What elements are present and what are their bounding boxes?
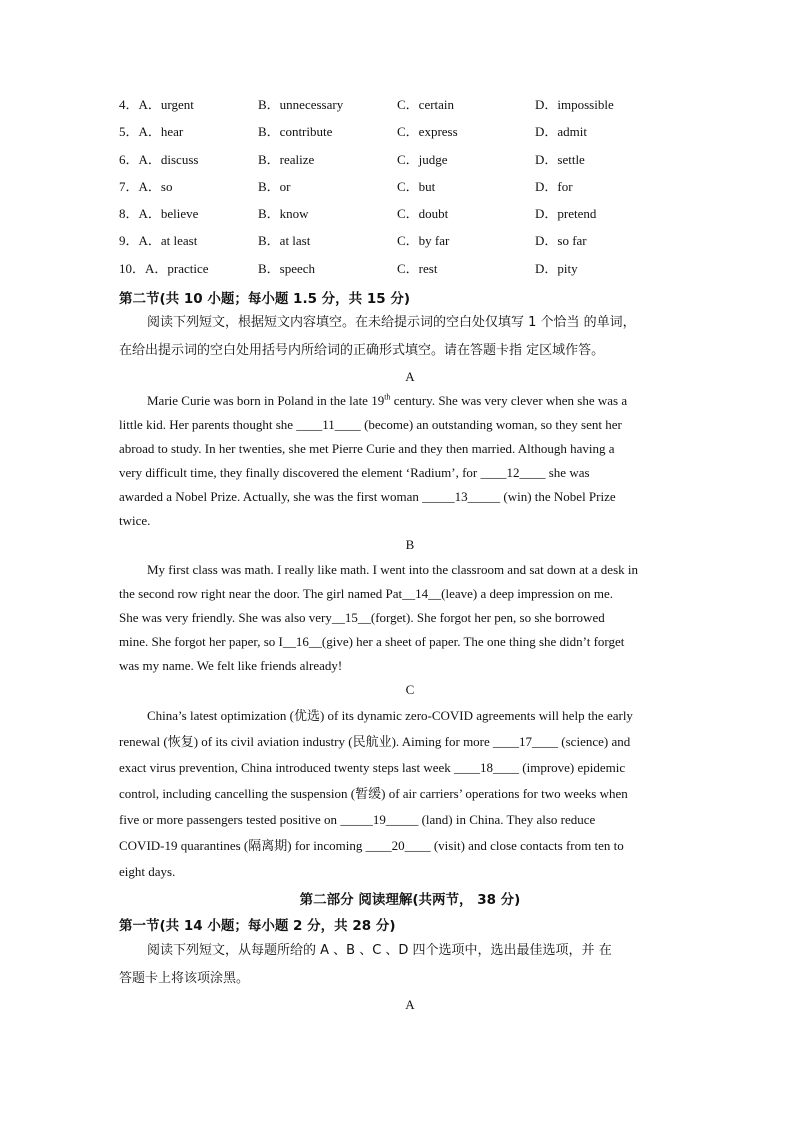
option-d: D．impossible	[535, 97, 614, 112]
text: renewal (恢复) of its civil aviation industry (民航业). Aiming for more	[119, 734, 494, 749]
blank-14[interactable]: __14__	[402, 586, 442, 601]
passage-letter-a: A	[405, 369, 415, 384]
passage-c	[119, 703, 671, 885]
blank-16[interactable]: __16__	[282, 634, 322, 649]
option-d: D．for	[535, 179, 573, 194]
text: exact virus prevention, China introduced twenty steps last week	[119, 760, 455, 775]
section-heading: 第一节(共 14 小题；每小题 2 分，共 28 分)	[119, 918, 396, 934]
text: (visit) and close contacts from ten to	[430, 838, 624, 853]
option-b: B．know	[258, 206, 309, 221]
blank-11[interactable]: ____11____	[296, 417, 361, 432]
passage-line: abroad to study. In her twenties, she met Pierre Curie and they then married. Although having a	[119, 441, 615, 456]
passage-line	[119, 606, 671, 630]
passage-a	[119, 389, 671, 533]
blank-13[interactable]: _____13_____	[422, 489, 501, 504]
option-c: C．judge	[397, 152, 448, 167]
text: mine. She forgot her paper, so I	[119, 634, 283, 649]
passage-line: control, including cancelling the suspension (暂缓) of air carriers’ operations for two weeks when	[119, 786, 628, 801]
passage-line	[119, 485, 671, 509]
text: little kid. Her parents thought she	[119, 417, 297, 432]
option-b: B．at last	[258, 233, 311, 248]
blank-12[interactable]: ____12____	[480, 465, 546, 480]
text: (leave) a deep impression on me.	[441, 586, 613, 601]
option-b: B．contribute	[258, 124, 333, 139]
text: COVID-19 quarantines (隔离期) for incoming	[119, 838, 366, 853]
option-a: 5．A．hear	[119, 124, 184, 139]
option-b: B．realize	[258, 152, 315, 167]
passage-line	[119, 807, 671, 833]
section-instructions	[119, 937, 671, 993]
passage-line: was my name. We felt like friends already!	[119, 658, 343, 673]
instruction-line: 阅读下列短文，根据短文内容填空。在未给提示词的空白处仅填写 1 个恰当 的单词，	[147, 315, 636, 330]
passage-line	[119, 729, 671, 755]
passage-line: eight days.	[119, 864, 176, 879]
text: (land) in China. They also reduce	[418, 812, 596, 827]
option-b: B．speech	[258, 261, 316, 276]
superscript: th	[384, 392, 391, 402]
option-a: 10．A．practice	[119, 261, 209, 276]
option-d: D．settle	[535, 152, 585, 167]
option-d: D．so far	[535, 233, 587, 248]
instruction-line: 答题卡上将该项涂黑。	[119, 971, 250, 986]
text: (science) and	[558, 734, 631, 749]
passage-line	[119, 582, 671, 606]
passage-line	[119, 389, 671, 413]
passage-line: twice.	[119, 513, 151, 528]
option-c: C．but	[397, 179, 436, 194]
text: She was very friendly. She was also very	[119, 610, 332, 625]
text: (give) her a sheet of paper. The one thing she didn’t forget	[321, 634, 625, 649]
text: the second row right near the door. The girl named Pat	[119, 586, 403, 601]
blank-15[interactable]: __15__	[331, 610, 371, 625]
passage-line	[119, 755, 671, 781]
text: (become) an outstanding woman, so they sent her	[360, 417, 622, 432]
option-c: C．by far	[397, 233, 450, 248]
option-d: D．pretend	[535, 206, 597, 221]
option-b: B．unnecessary	[258, 97, 344, 112]
passage-letter-c: C	[405, 682, 415, 697]
blank-17[interactable]: ____17____	[493, 734, 559, 749]
blank-18[interactable]: ____18____	[454, 760, 520, 775]
text: awarded a Nobel Prize. Actually, she was the first woman	[119, 489, 423, 504]
option-c: C．express	[397, 124, 458, 139]
blank-19[interactable]: _____19_____	[340, 812, 419, 827]
passage-line	[119, 413, 671, 437]
text: (win) the Nobel Prize	[500, 489, 616, 504]
text: (forget). She forgot her pen, so she borrowed	[370, 610, 605, 625]
option-a: 4．A．urgent	[119, 97, 194, 112]
passage-line	[119, 461, 671, 485]
text: very difficult time, they finally discovered the element ‘Radium’, for	[119, 465, 481, 480]
passage-b	[119, 558, 671, 678]
text: she was	[545, 465, 590, 480]
passage-letter-a: A	[405, 997, 415, 1012]
option-c: C．certain	[397, 97, 455, 112]
text: (improve) epidemic	[519, 760, 626, 775]
blank-20[interactable]: ____20____	[365, 838, 431, 853]
passage-line	[119, 630, 671, 654]
option-d: D．admit	[535, 124, 587, 139]
option-c: C．rest	[397, 261, 438, 276]
passage-line	[119, 833, 671, 859]
option-d: D．pity	[535, 261, 578, 276]
instruction-line: 在给出提示词的空白处用括号内所给词的正确形式填空。请在答题卡指 定区域作答。	[119, 343, 605, 358]
instruction-line: 阅读下列短文，从每题所给的 A 、B 、C 、D 四个选项中，选出最佳选项，并 在	[147, 943, 612, 958]
part-heading: 第二部分 阅读理解(共两节， 38 分)	[299, 892, 521, 908]
option-c: C．doubt	[397, 206, 449, 221]
text: century. She was very clever when she was a	[390, 393, 628, 408]
text: five or more passengers tested positive on	[119, 812, 341, 827]
section-heading: 第二节(共 10 小题；每小题 1.5 分，共 15 分)	[119, 291, 411, 307]
option-b: B．or	[258, 179, 291, 194]
option-a: 7．A．so	[119, 179, 173, 194]
option-a: 6．A．discuss	[119, 152, 199, 167]
passage-line: China’s latest optimization (优选) of its dynamic zero-COVID agreements will help the early	[147, 708, 633, 723]
passage-line: My first class was math. I really like math. I went into the classroom and sat down at a desk in	[147, 562, 638, 577]
passage-letter-b: B	[405, 537, 415, 552]
option-a: 8．A．believe	[119, 206, 199, 221]
section-instructions	[119, 309, 671, 365]
option-a: 9．A．at least	[119, 233, 198, 248]
text: Marie Curie was born in Poland in the late 19	[147, 393, 385, 408]
